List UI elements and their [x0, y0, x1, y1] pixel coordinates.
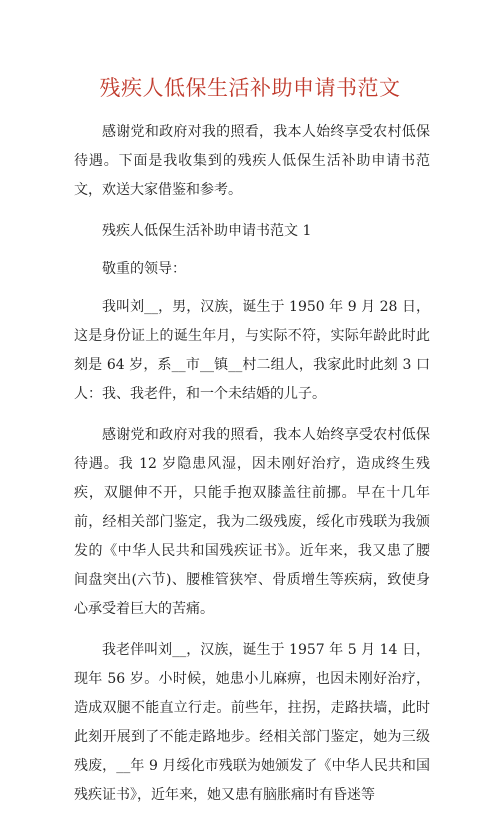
- document-title: 残疾人低保生活补助申请书范文: [99, 76, 401, 100]
- section-subtitle: 残疾人低保生活补助申请书范文 1: [102, 223, 312, 239]
- intro-paragraph: 感谢党和政府对我的照看，我本人始终享受农村低保待遇。下面是我收集到的残疾人低保生活补助申请书范文，欢送大家借鉴和参考。: [74, 124, 430, 198]
- body-paragraph-1: 我叫刘__，男，汉族，诞生于 1950 年 9 月 28 日，这是身份证上的诞生年月，与实际不符，实际年龄此时此刻是 64 岁，系__市__镇__村二组人，我家此时此刻 3 口人：我、我老件，和一个未结婚的儿子。: [74, 299, 430, 402]
- body-paragraph-2: 感谢党和政府对我的照看，我本人始终享受农村低保待遇。我 12 岁隐患风湿，因未刚好治疗，造成终生残疾，双腿伸不开，只能手抱双膝盖往前挪。早在十几年前，经相关部门鉴定，我为二级残废，绥化市残联为我颁发的《中华人民共和国残疾证书》。近年来，我又患了腰间盘突出(六节)、腰椎管狭窄、骨质增生等疾病，致使身心承受着巨大的苦痛。: [74, 427, 430, 617]
- salutation: 敬重的领导：: [102, 261, 186, 277]
- body-paragraph-3: 我老伴叫刘__，汉族，诞生于 1957 年 5 月 14 日，现年 56 岁。小时候，她患小儿麻痹，也因未刚好治疗，造成双腿不能直立行走。前些年，拄拐，走路扶墙，此时此刻开展到了不能走路地步。经相关部门鉴定，她为三级残废，__年 9 月绥化市残联为她颁发了《中华人民共和国残疾证书》，近年来，她又患有脑胀痛时有昏迷等: [74, 642, 430, 803]
- document-body: [74, 118, 430, 822]
